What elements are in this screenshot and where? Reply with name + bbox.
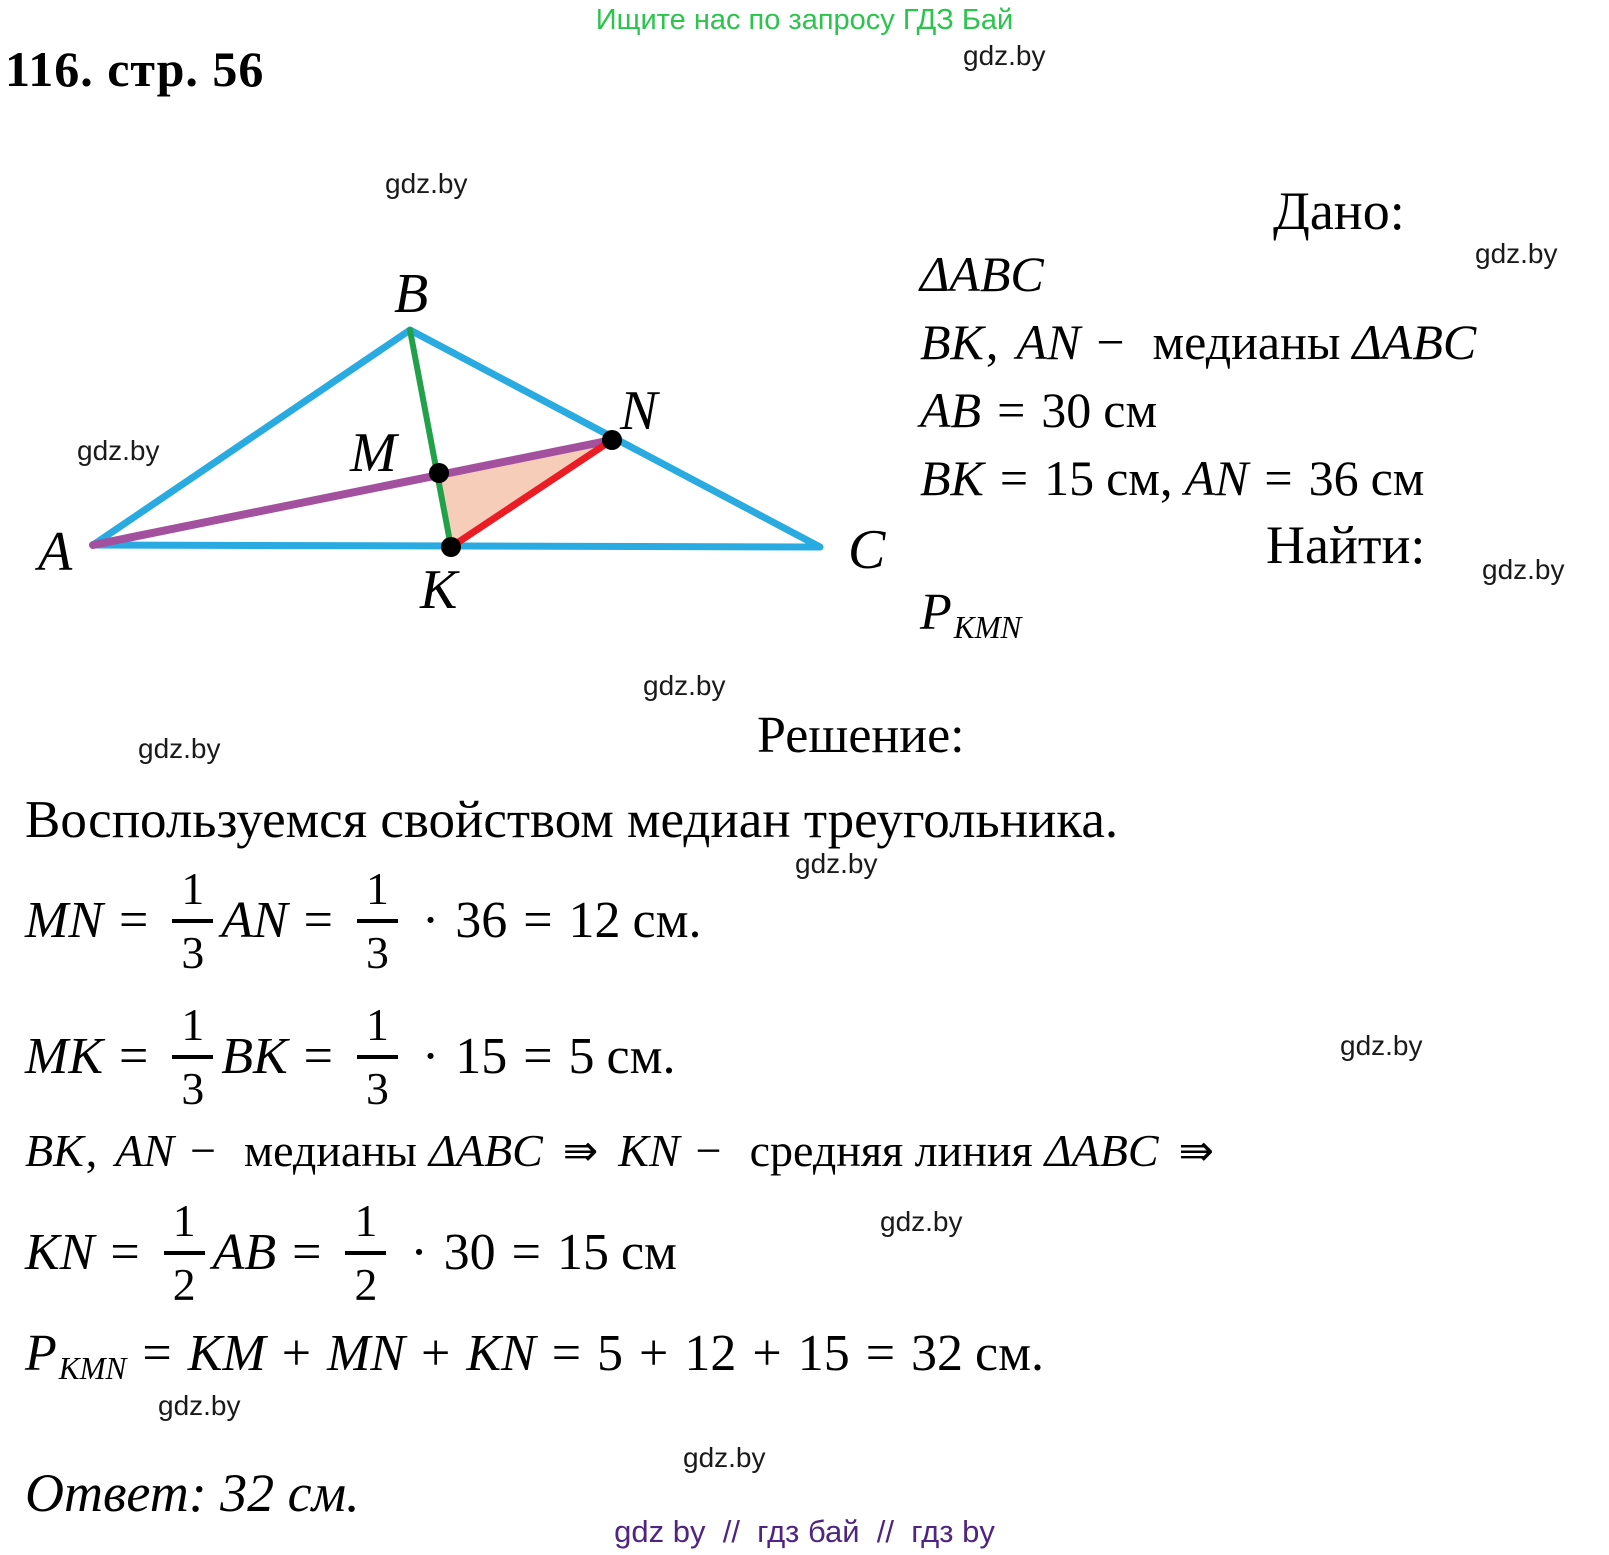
given-line-bk-an: BK = 15 см, AN = 36 см bbox=[920, 450, 1425, 506]
point-m-label: M bbox=[350, 422, 397, 484]
point-k-dot bbox=[441, 537, 461, 557]
vertex-b-label: B bbox=[394, 263, 429, 325]
formula-mn: MN = $\frac{1}{3}$ AN = $\frac{1}{3}$ · 36 = 12 см. bbox=[25, 863, 702, 978]
given-line-abc: ΔABC bbox=[920, 246, 1044, 302]
footer-links: gdz by // гдз бай // гдз by bbox=[614, 1514, 995, 1549]
point-n-dot bbox=[602, 430, 622, 450]
point-m-dot bbox=[429, 463, 449, 483]
watermark: gdz.by bbox=[158, 1390, 241, 1421]
triangle-diagram bbox=[30, 255, 910, 640]
watermark: gdz.by bbox=[683, 1442, 766, 1473]
watermark: gdz.by bbox=[385, 168, 468, 199]
vertex-a-label: A bbox=[38, 521, 73, 583]
solution-heading: Решение: bbox=[757, 707, 965, 764]
given-line-ab: AB = 30 см bbox=[920, 382, 1158, 438]
find-heading: Найти: bbox=[1266, 515, 1426, 575]
watermark: gdz.by bbox=[963, 40, 1046, 71]
watermark: gdz.by bbox=[77, 435, 160, 466]
formula-midline: BK , AN − медианы ΔABC ⇛ KN − средняя линия ΔABC ⇛ bbox=[25, 1124, 1214, 1176]
watermark: gdz.by bbox=[138, 733, 221, 764]
solution-intro: Воспользуемся свойством медиан треугольника. bbox=[25, 791, 1119, 849]
given-line-medians: BK , AN − медианы ΔABC bbox=[920, 314, 1477, 370]
median-bk-line bbox=[410, 330, 451, 547]
vertex-c-label: C bbox=[848, 519, 886, 581]
watermark: gdz.by bbox=[1482, 554, 1565, 585]
point-n-label: N bbox=[620, 380, 658, 442]
formula-perimeter: PKMN = KM + MN + KN = 5 + 12 + 15 = 32 см. bbox=[25, 1324, 1045, 1386]
watermark: gdz.by bbox=[643, 670, 726, 701]
promo-banner: Ищите нас по запросу ГДЗ Бай bbox=[595, 4, 1014, 36]
watermark: gdz.by bbox=[1475, 238, 1558, 269]
answer-text: Ответ: 32 см. bbox=[25, 1463, 360, 1523]
watermark: gdz.by bbox=[1340, 1030, 1423, 1061]
formula-mk: MK = $\frac{1}{3}$ BK = $\frac{1}{3}$ · 15 = 5 см. bbox=[25, 999, 676, 1114]
find-expression: PKMN bbox=[920, 583, 1022, 645]
watermark: gdz.by bbox=[880, 1206, 963, 1237]
watermark: gdz.by bbox=[795, 848, 878, 879]
page-title: 116. стр. 56 bbox=[5, 41, 265, 97]
formula-kn: KN = $\frac{1}{2}$ AB = $\frac{1}{2}$ · 30 = 15 см bbox=[25, 1195, 677, 1310]
point-k-label: K bbox=[420, 559, 458, 621]
given-heading: Дано: bbox=[1273, 181, 1405, 241]
